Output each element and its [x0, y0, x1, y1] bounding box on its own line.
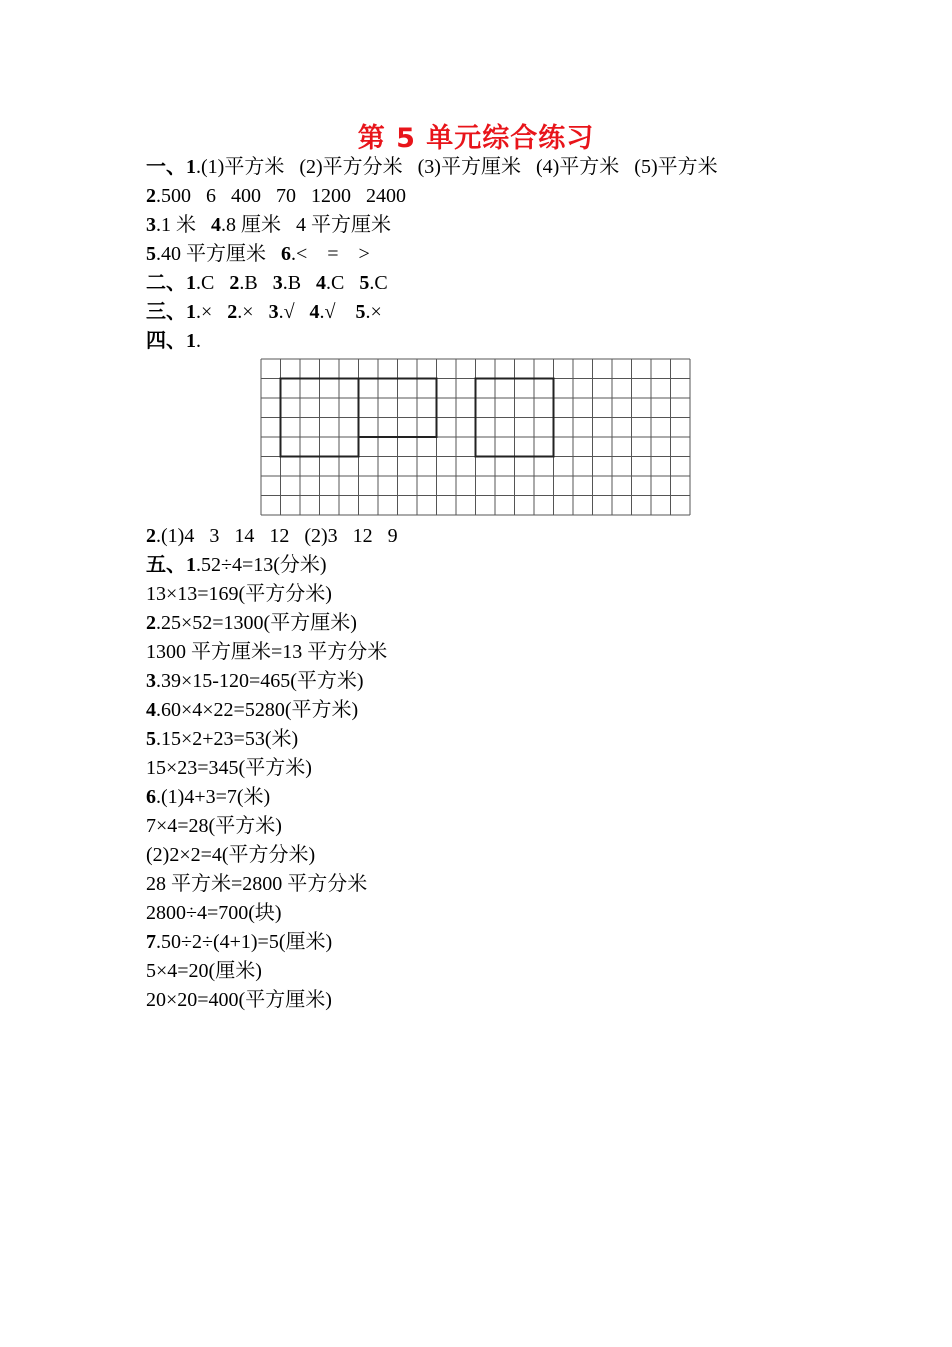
- answer-line: [146, 696, 718, 725]
- section-label: 三、: [146, 301, 186, 323]
- answer-text: (2)2×2=4(平方分米): [146, 844, 316, 866]
- answer-line: [146, 928, 718, 957]
- answer-text: .25×52=1300(平方厘米): [156, 612, 357, 634]
- answer-line: [146, 725, 718, 754]
- answer-text: .< = >: [291, 243, 370, 265]
- item-number: 1: [186, 156, 196, 178]
- answer-text: .√: [278, 301, 310, 323]
- item-number: 7: [146, 931, 156, 953]
- answer-text: 28 平方米=2800 平方分米: [146, 873, 368, 895]
- item-number: 4: [211, 214, 221, 236]
- answer-line: [146, 841, 718, 870]
- answer-text: .1 米: [156, 214, 211, 236]
- section-label: 五、: [146, 554, 186, 576]
- item-number: 1: [186, 272, 196, 294]
- answer-text: .×: [237, 301, 269, 323]
- answer-text: .40 平方厘米: [156, 243, 281, 265]
- answer-text: .C: [196, 272, 230, 294]
- grid-figure: [146, 356, 718, 522]
- answer-line: [146, 551, 718, 580]
- answer-line: [146, 269, 718, 298]
- item-number: 2: [146, 525, 156, 547]
- answer-text: .B: [239, 272, 273, 294]
- answer-line: [146, 957, 718, 986]
- answer-text: .×: [196, 301, 228, 323]
- item-number: 4: [309, 301, 320, 323]
- item-number: 3: [146, 214, 156, 236]
- item-number: 4: [146, 699, 156, 721]
- item-number: 3: [268, 301, 279, 323]
- answer-text: .×: [365, 301, 382, 323]
- answer-line: [146, 783, 718, 812]
- item-number: 2: [229, 272, 240, 294]
- answer-line: [146, 240, 718, 269]
- section-label: 二、: [146, 272, 186, 294]
- item-number: 3: [146, 670, 156, 692]
- answer-text: .(1)4 3 14 12 (2)3 12 9: [156, 525, 398, 547]
- answer-text: .B: [282, 272, 317, 294]
- answer-line: [146, 580, 718, 609]
- square-grid: [260, 358, 692, 518]
- answer-text: .60×4×22=5280(平方米): [156, 699, 359, 721]
- answer-line: [146, 667, 718, 696]
- answer-text: .15×2+23=53(米): [156, 728, 299, 750]
- page-title: 第 5 单元综合练习: [357, 123, 595, 154]
- answer-text: .8 厘米 4 平方厘米: [221, 214, 391, 236]
- answer-text: .(1)平方米 (2)平方分米 (3)平方厘米 (4)平方米 (5)平方米: [196, 156, 718, 178]
- answer-line: [146, 754, 718, 783]
- section-label: 四、: [146, 330, 186, 352]
- answer-text: 20×20=400(平方厘米): [146, 989, 332, 1011]
- answer-text: 5×4=20(厘米): [146, 960, 262, 982]
- answer-text: .500 6 400 70 1200 2400: [156, 185, 406, 207]
- item-number: 5: [359, 272, 370, 294]
- answer-line: [146, 522, 718, 551]
- item-number: 4: [316, 272, 327, 294]
- answer-line: [146, 638, 718, 667]
- item-number: 5: [146, 243, 156, 265]
- item-number: 5: [146, 728, 156, 750]
- answer-line: [146, 327, 718, 356]
- answer-text: .C: [326, 272, 360, 294]
- answers-part-1: [146, 153, 718, 356]
- item-number: 3: [272, 272, 283, 294]
- item-number: 1: [186, 330, 196, 352]
- answer-text: .√: [319, 301, 356, 323]
- answer-line: [146, 899, 718, 928]
- answer-line: [146, 153, 718, 182]
- answers-part-2: [146, 522, 718, 1015]
- answer-line: [146, 986, 718, 1015]
- answer-line: [146, 812, 718, 841]
- answer-text: .(1)4+3=7(米): [156, 786, 271, 808]
- answer-text: .C: [369, 272, 388, 294]
- answer-text: .52÷4=13(分米): [196, 554, 327, 576]
- item-number: 1: [186, 554, 196, 576]
- item-number: 2: [227, 301, 238, 323]
- item-number: 6: [146, 786, 156, 808]
- answer-content: [146, 153, 718, 1015]
- answer-text: 1300 平方厘米=13 平方分米: [146, 641, 388, 663]
- item-number: 2: [146, 185, 156, 207]
- section-label: 一、: [146, 156, 186, 178]
- answer-line: [146, 870, 718, 899]
- item-number: 5: [355, 301, 366, 323]
- answer-text: 15×23=345(平方米): [146, 757, 312, 779]
- answer-line: [146, 182, 718, 211]
- answer-line: [146, 211, 718, 240]
- answer-text: 13×13=169(平方分米): [146, 583, 332, 605]
- answer-text: 7×4=28(平方米): [146, 815, 282, 837]
- answer-text: .: [196, 330, 201, 352]
- item-number: 2: [146, 612, 156, 634]
- answer-line: [146, 298, 718, 327]
- answer-text: 2800÷4=700(块): [146, 902, 282, 924]
- item-number: 1: [186, 301, 196, 323]
- answer-text: .50÷2÷(4+1)=5(厘米): [156, 931, 333, 953]
- answer-text: .39×15-120=465(平方米): [156, 670, 364, 692]
- answer-line: [146, 609, 718, 638]
- item-number: 6: [281, 243, 291, 265]
